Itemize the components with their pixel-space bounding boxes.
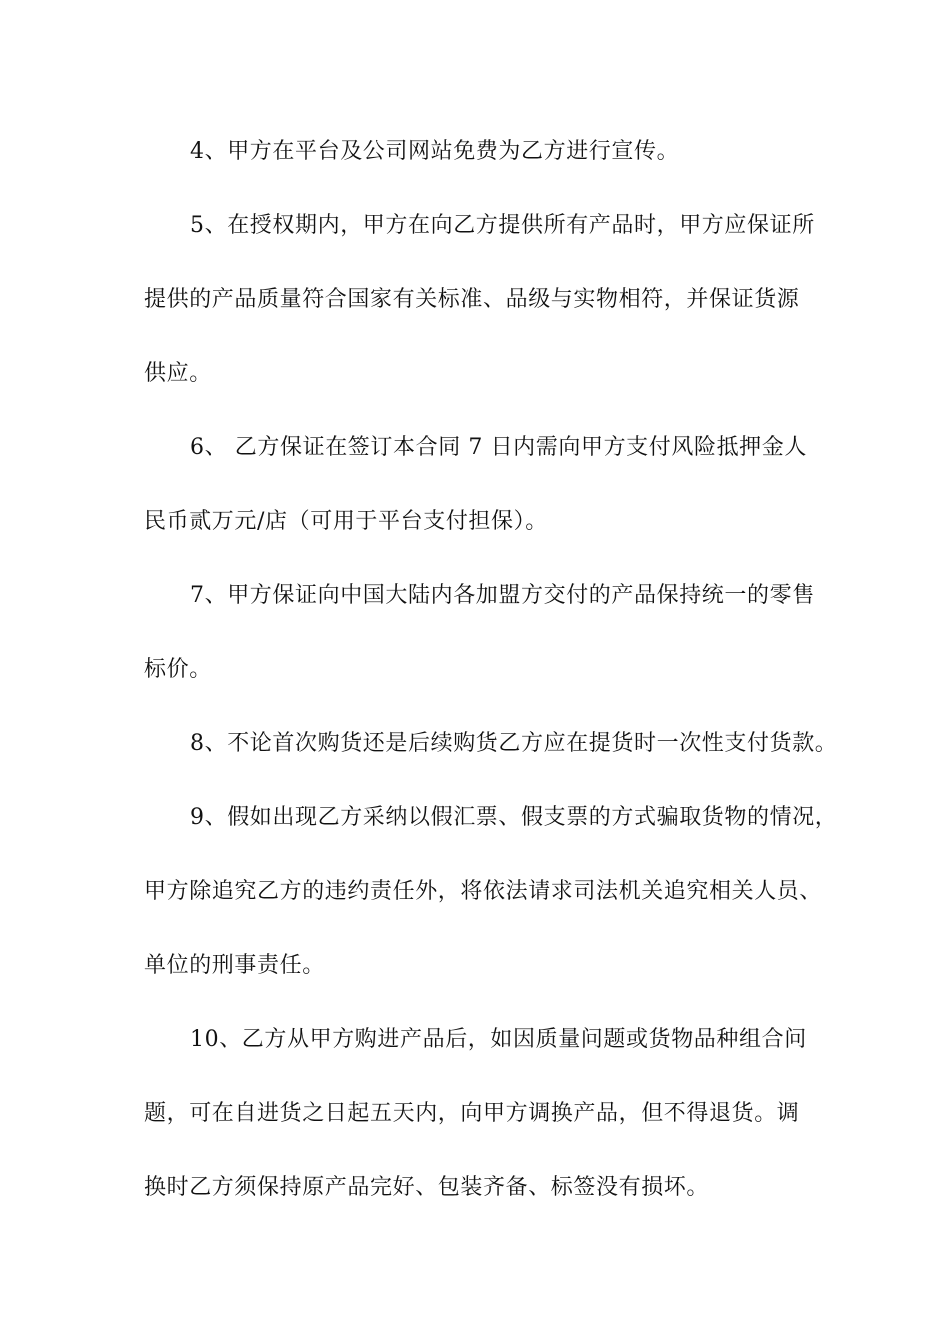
clause-10-line-1: 10、乙方从甲方购进产品后，如因质量问题或货物品种组合问 — [190, 1027, 807, 1052]
clause-5-line-2: 提供的产品质量符合国家有关标准、品级与实物相符，并保证货源 — [144, 287, 800, 312]
clause-5-line-3: 供应。 — [144, 361, 212, 386]
clause-8-line-1: 8、不论首次购货还是后续购货乙方应在提货时一次性支付货款。 — [190, 731, 838, 756]
clause-9-line-1: 9、假如出现乙方采纳以假汇票、假支票的方式骗取货物的情况， — [190, 805, 838, 830]
clause-9-line-3: 单位的刑事责任。 — [144, 953, 325, 978]
clause-6-line-1: 6、 乙方保证在签订本合同 7 日内需向甲方支付风险抵押金人 — [190, 435, 807, 460]
clause-7-line-2: 标价。 — [144, 657, 212, 682]
clause-6-line-2: 民币贰万元/店（可用于平台支付担保）。 — [144, 509, 548, 534]
clause-7-line-1: 7、甲方保证向中国大陆内各加盟方交付的产品保持统一的零售 — [190, 583, 815, 608]
clause-10-line-2: 题，可在自进货之日起五天内，向甲方调换产品，但不得退货。调 — [144, 1101, 800, 1126]
clause-5-line-1: 5、在授权期内，甲方在向乙方提供所有产品时，甲方应保证所 — [190, 213, 815, 238]
clause-4-line-1: 4、甲方在平台及公司网站免费为乙方进行宣传。 — [190, 139, 680, 164]
clause-10-line-3: 换时乙方须保持原产品完好、包装齐备、标签没有损坏。 — [144, 1175, 710, 1200]
clause-9-line-2: 甲方除追究乙方的违约责任外，将依法请求司法机关追究相关人员、 — [144, 879, 823, 904]
